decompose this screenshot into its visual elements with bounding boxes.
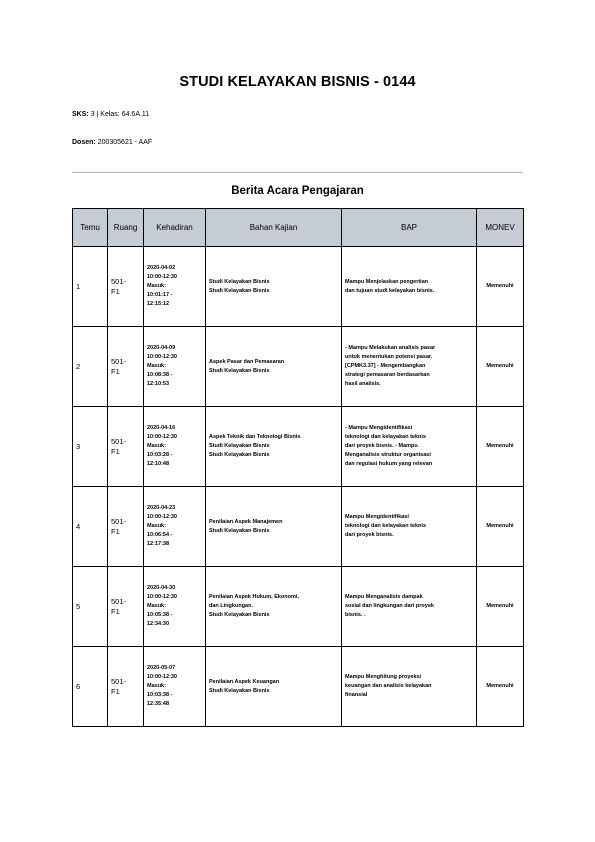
cell-monev: Memenuhi [477,247,524,327]
cell-bap [342,407,477,487]
cell-bahan-kajian-line: Penilaian Aspek Hukum, Ekonomi, [209,594,299,600]
cell-kehadiran-line: 2020-05-07 [147,665,176,671]
cell-bap-line: untuk menentukan potensi pasar. [345,354,433,360]
cell-kehadiran-line: 12:34:30 [147,621,170,627]
cell-bap [342,327,477,407]
cell-bahan-kajian-line: Studi Kelayakan Bisnis [209,612,270,618]
cell-bahan-kajian-line: Penilaian Aspek Manajemen [209,518,283,525]
cell-ruang-line: 501- [111,676,127,686]
cell-bap-line: Mampu Menjelaskan pengertian [345,278,429,285]
cell-kehadiran-line: 10:03:28 - [147,452,173,458]
table-row [73,247,524,327]
cell-temu: 3 [73,407,108,487]
cell-ruang-line: 501- [111,356,127,366]
cell-monev: Memenuhi [477,407,524,487]
cell-kehadiran-line: 10:00-12:30 [147,594,177,600]
cell-kehadiran [144,567,206,647]
cell-bap-line: strategi pemasaran berdasarkan [345,372,430,378]
cell-ruang-line: F1 [111,286,120,296]
cell-ruang [108,647,144,727]
cell-bap-line: teknologi dan kelayakan teknis [345,523,427,529]
cell-temu: 6 [73,647,108,727]
section-title: Berita Acara Pengajaran [231,185,364,197]
cell-kehadiran-line: 2020-04-30 [147,585,176,591]
teaching-record-table [72,208,524,727]
cell-monev: Memenuhi [477,487,524,567]
course-title: STUDI KELAYAKAN BISNIS - 0144 [179,74,416,90]
sks-value: 3 | Kelas: 64.6A.11 [90,111,150,118]
cell-kehadiran-line: 10:05:38 - [147,612,173,618]
cell-ruang-line: F1 [111,366,120,376]
cell-kehadiran-line: 2020-04-02 [147,265,176,271]
cell-bap-line: dari proyek bisnis. - Mampu [345,443,418,449]
cell-kehadiran-line: 12:10:53 [147,381,170,387]
cell-bahan-kajian-line: dan Lingkungan. [209,603,253,609]
cell-kehadiran-line: 12:17:38 [147,541,170,547]
cell-ruang-line: 501- [111,276,127,286]
header-temu: Temu [73,209,108,247]
cell-bap-line: Mampu Menganalisis dampak [345,594,423,600]
cell-bap-line: Mampu Menghitung proyeksi [345,674,422,680]
cell-bap-line: finansial [345,692,368,698]
cell-ruang-line: 501- [111,516,127,526]
cell-kehadiran-line: 12:15:12 [147,301,170,307]
cell-kehadiran-line: 2020-04-09 [147,345,176,351]
cell-kehadiran-line: 10:00-12:30 [147,514,177,520]
cell-kehadiran-line: 2020-04-23 [147,505,176,511]
cell-kehadiran-line: 2020-04-16 [147,425,176,431]
cell-kehadiran-line: 10:03:38 - [147,692,173,698]
cell-kehadiran-line: 10:00-12:30 [147,434,177,440]
cell-bahan-kajian-line: Penilaian Aspek Keuangan [209,678,280,685]
header-ruang: Ruang [108,209,144,247]
cell-ruang-line: 501- [111,596,127,606]
cell-monev: Memenuhi [477,327,524,407]
cell-kehadiran-line: Masuk: [147,443,166,449]
cell-bahan-kajian-line: Studi Kelayakan Bisnis [209,367,270,374]
cell-bap-line: dan tujuan studi kelayakan bisnis. [345,287,435,294]
cell-bahan-kajian [206,327,342,407]
cell-bahan-kajian [206,407,342,487]
sks-label: SKS: [72,111,89,118]
cell-bahan-kajian-line: Studi Kelayakan Bisnis [209,687,270,694]
table-row [73,647,524,727]
cell-bap-line: dan regulasi hukum yang relevan [345,461,433,467]
cell-kehadiran-line: Masuk: [147,523,166,529]
cell-kehadiran-line: 12:35:48 [147,701,170,707]
cell-ruang-line: F1 [111,606,120,616]
cell-kehadiran-line: Masuk: [147,683,166,689]
cell-monev: Memenuhi [477,647,524,727]
cell-bahan-kajian [206,487,342,567]
header-bahan-kajian: Bahan Kajian [206,209,342,247]
cell-ruang [108,247,144,327]
cell-bap-line: hasil analisis. [345,381,381,387]
table-header-row [73,209,524,247]
cell-ruang [108,327,144,407]
header-bap: BAP [342,209,477,247]
table-row [73,567,524,647]
cell-bap-line: Mampu Mengidentifikasi [345,514,409,520]
cell-kehadiran [144,487,206,567]
cell-kehadiran-line: Masuk: [147,363,166,369]
divider [72,172,523,173]
cell-kehadiran-line: Masuk: [147,603,166,609]
table-row [73,487,524,567]
cell-kehadiran [144,247,206,327]
cell-kehadiran-line: 10:06:54 - [147,532,173,538]
cell-bap-line: teknologi dan kelayakan teknis [345,434,427,440]
cell-bap [342,487,477,567]
lecturer-meta [72,139,152,146]
dosen-label: Dosen: [72,139,96,146]
cell-kehadiran-line: Masuk: [147,283,166,289]
cell-temu: 5 [73,567,108,647]
cell-kehadiran-line: 10:08:38 - [147,372,173,378]
cell-bahan-kajian-line: Aspek Pasar dan Pemasaran [209,358,285,365]
cell-temu: 4 [73,487,108,567]
cell-ruang [108,407,144,487]
cell-bap-line: [CPMK3.37] - Mengembangkan [345,363,426,369]
course-meta [72,111,149,118]
cell-ruang-line: F1 [111,446,120,456]
cell-bahan-kajian-line: Studi Kelayakan Bisnis [209,287,270,294]
cell-bahan-kajian [206,647,342,727]
cell-bahan-kajian [206,247,342,327]
cell-bap-line: keuangan dan analisis kelayakan [345,683,432,689]
cell-ruang-line: F1 [111,526,120,536]
cell-bap-line: bisnis. . [345,612,366,618]
cell-kehadiran-line: 10:01:17 - [147,292,173,298]
cell-kehadiran-line: 10:00-12:30 [147,674,177,680]
cell-bahan-kajian-line: Studi Kelayakan Bisnis [209,443,270,449]
cell-bahan-kajian [206,567,342,647]
cell-bap [342,567,477,647]
cell-kehadiran-line: 12:10:48 [147,461,170,467]
cell-bahan-kajian-line: Studi Kelayakan Bisnis [209,278,270,285]
cell-ruang-line: 501- [111,436,127,446]
cell-ruang-line: F1 [111,686,120,696]
header-kehadiran: Kehadiran [144,209,206,247]
cell-bahan-kajian-line: Studi Kelayakan Bisnis [209,452,270,458]
header-monev: MONEV [477,209,524,247]
cell-kehadiran [144,407,206,487]
cell-bap-line: - Mampu Mengidentifikasi [345,425,413,431]
dosen-value: 200305621 - AAF [97,139,153,146]
cell-kehadiran [144,647,206,727]
cell-bahan-kajian-line: Aspek Teknik dan Teknologi Bisnis [209,434,301,440]
cell-temu: 2 [73,327,108,407]
cell-bap [342,647,477,727]
cell-bap-line: sosial dan lingkungan dari proyek [345,603,434,609]
cell-kehadiran-line: 10:00-12:30 [147,354,177,360]
cell-ruang [108,567,144,647]
cell-temu: 1 [73,247,108,327]
table-row [73,407,524,487]
cell-bap [342,247,477,327]
table-row [73,327,524,407]
cell-monev: Memenuhi [477,567,524,647]
cell-ruang [108,487,144,567]
cell-bap-line: - Mampu Melakukan analisis pasar [345,345,436,351]
cell-kehadiran-line: 10:00-12:30 [147,274,177,280]
cell-bap-line: Menganalisis struktur organisasi [345,452,431,458]
cell-bap-line: dari proyek bisnis. [345,532,394,538]
cell-kehadiran [144,327,206,407]
cell-bahan-kajian-line: Studi Kelayakan Bisnis [209,527,270,534]
